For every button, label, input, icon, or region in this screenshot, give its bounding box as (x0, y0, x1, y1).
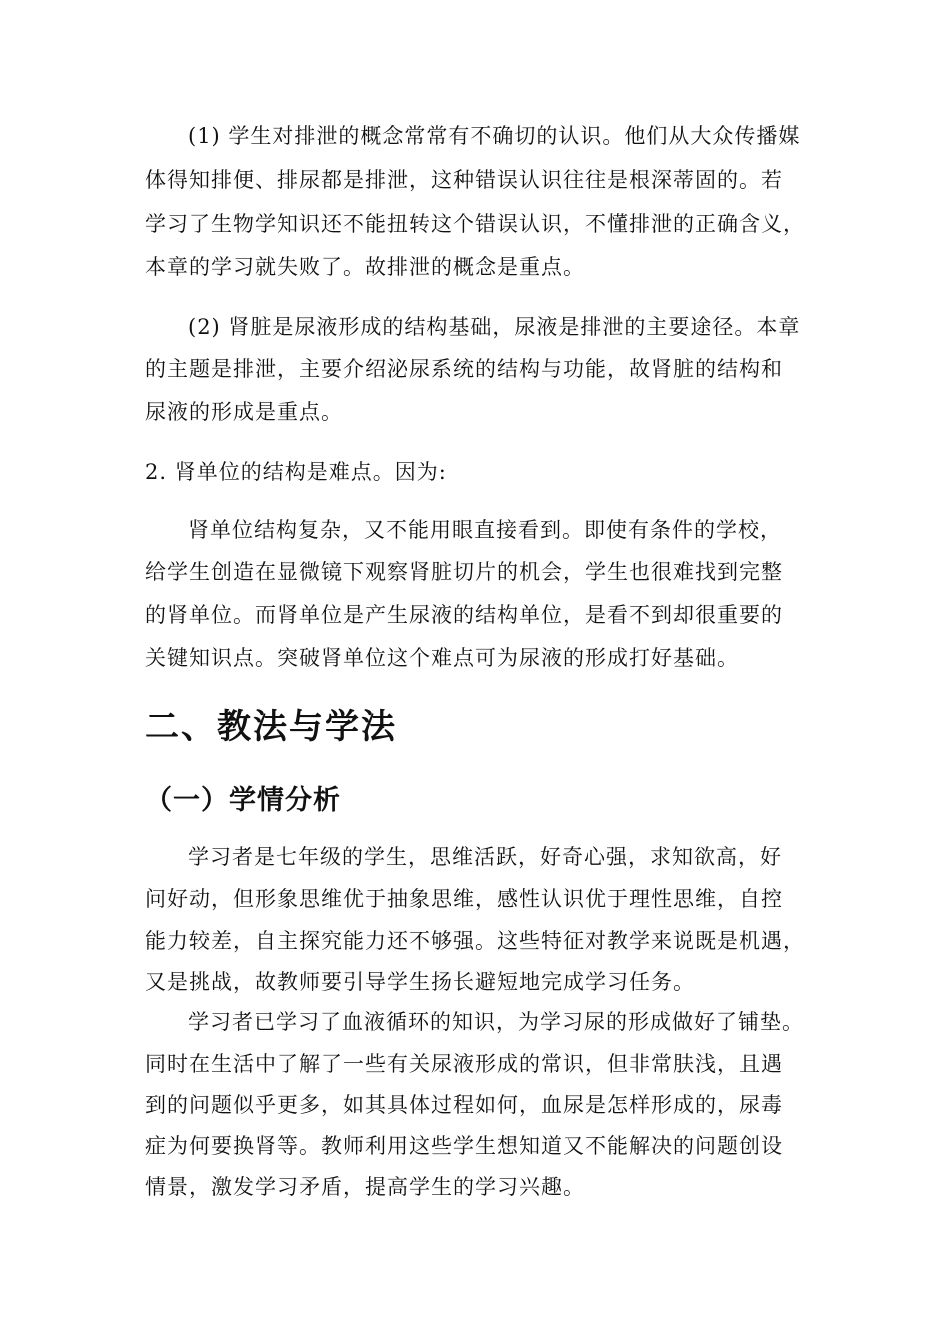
paragraph-line: 本章的学习就失败了。故排泄的概念是重点。 (145, 255, 585, 279)
paragraph-line: 到的问题似乎更多，如其具体过程如何，血尿是怎样形成的，尿毒 (145, 1093, 783, 1117)
paragraph-line: 同时在生活中了解了一些有关尿液形成的常识，但非常肤浅，且遇 (145, 1052, 783, 1076)
numbered-item: 2. 肾单位的结构是难点。因为: (145, 460, 447, 484)
paragraph-line: 关键知识点。突破肾单位这个难点可为尿液的形成打好基础。 (145, 646, 739, 670)
paragraph-line: 问好动，但形象思维优于抽象思维，感性认识优于理性思维，自控 (145, 887, 783, 911)
paragraph-line: 学习者已学习了血液循环的知识，为学习尿的形成做好了铺垫。 (188, 1010, 804, 1034)
paragraph-line: 学习者是七年级的学生，思维活跃，好奇心强，求知欲高，好 (188, 845, 782, 869)
paragraph-line: 给学生创造在显微镜下观察肾脏切片的机会，学生也很难找到完整 (145, 560, 783, 584)
subsection-heading: （一）学情分析 (145, 785, 341, 816)
paragraph-line: 的肾单位。而肾单位是产生尿液的结构单位，是看不到却很重要的 (145, 603, 783, 627)
paragraph-line: 症为何要换肾等。教师利用这些学生想知道又不能解决的问题创设 (145, 1134, 783, 1158)
paragraph-line: 尿液的形成是重点。 (145, 400, 343, 424)
paragraph-line: 肾单位结构复杂，又不能用眼直接看到。即使有条件的学校， (188, 518, 782, 542)
section-heading: 二、教法与学法 (145, 707, 397, 747)
paragraph-line: 学习了生物学知识还不能扭转这个错误认识，不懂排泄的正确含义， (145, 212, 805, 236)
paragraph-line: 又是挑战，故教师要引导学生扬长避短地完成学习任务。 (145, 970, 695, 994)
paragraph-line: 能力较差，自主探究能力还不够强。这些特征对教学来说既是机遇， (145, 929, 805, 953)
paragraph-line: 体得知排便、排尿都是排泄，这种错误认识往往是根深蒂固的。若 (145, 168, 783, 192)
paragraph-line: 的主题是排泄，主要介绍泌尿系统的结构与功能，故肾脏的结构和 (145, 357, 783, 381)
paragraph-line: (2) 肾脏是尿液形成的结构基础，尿液是排泄的主要途径。本章 (188, 315, 801, 339)
paragraph-line: (1) 学生对排泄的概念常常有不确切的认识。他们从大众传播媒 (188, 124, 801, 148)
paragraph-line: 情景，激发学习矛盾，提高学生的学习兴趣。 (145, 1175, 585, 1199)
